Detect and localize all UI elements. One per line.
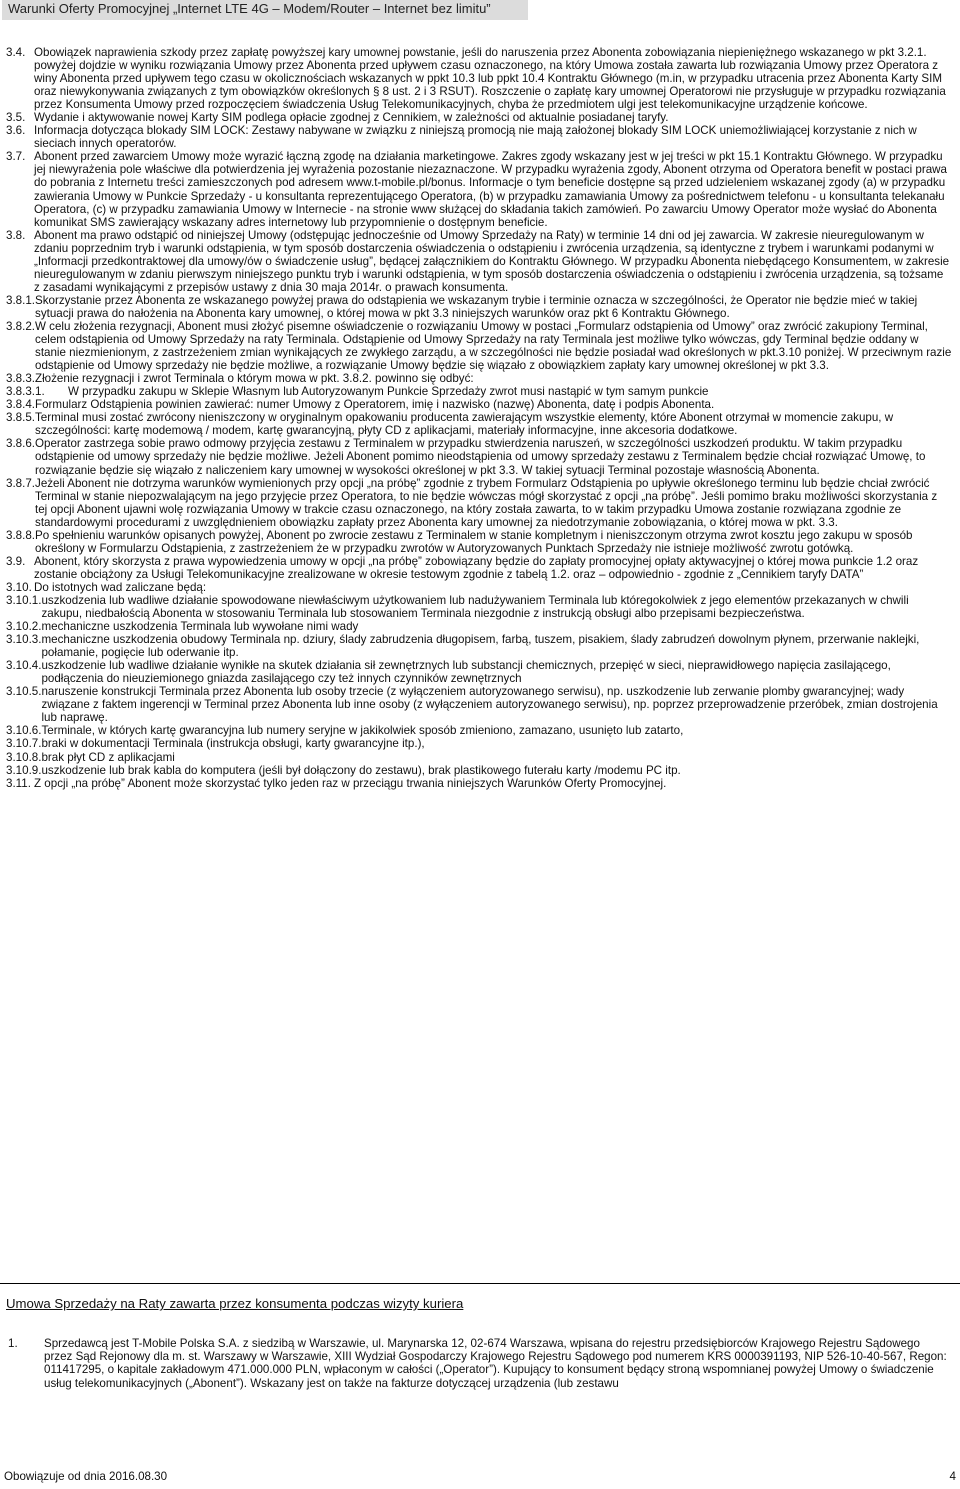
clause-number: 1. (8, 1337, 18, 1350)
clause-text: Złożenie rezygnacji i zwrot Terminala o którym mowa w pkt. 3.8.2. powinno się odbyć: (35, 372, 474, 386)
clause-text: W celu złożenia rezygnacji, Abonent musi złożyć pisemne oświadczenie o rozwiązaniu Umowy w postaci „Formularz odstąpienia od Umowy” oraz zwrócić zakupiony Terminal, celem odstąpienia od Umowy Sprzedaży na raty Terminala. Odstąpienie od Umowy Sprzedaży na raty Terminala jest możliwe tylko wówczas, gdy Terminal będzie oddany w stanie niezmienionym, z zastrzeżeniem zmian wynikających ze zwykłego zarządu, a w szczególności nie będzie posiadał wad określonych w pkt.3.10 poniżej. W przeciwnym razie odstąpienie od Umowy sprzedaży nie będzie możliwe, a rozwiązanie Umowy będzie się wiązało z obowiązkiem zapłaty kary umownej określonej w pkt 3.3. (35, 319, 952, 373)
clause-number: 3.6. (6, 124, 26, 138)
document-header (2, 0, 528, 20)
clause-3-8-2 (6, 320, 952, 372)
clause-number: 3.8.2. (6, 319, 36, 333)
clause-text: uszkodzenia lub wadliwe działanie spowodowane niewłaściwym użytkowaniem lub nadużywaniem Terminala lub któregokolwiek z jego elementów przekazanych w chwili zakupu, niedbałością Abonenta w stosowaniu Terminala lub stosowaniem Terminala niezgodnie z instrukcją obsługi albo przepisami bezpieczeństwa. (41, 593, 909, 621)
clause-text: braki w dokumentacji Terminala (instrukcja obsługi, karty gwarancyjne itp.), (41, 737, 425, 751)
clause-number: 3.4. (6, 46, 26, 59)
clause-3-6 (6, 124, 952, 150)
clause-text: Obowiązek naprawienia szkody przez zapłatę powyższej kary umownej powstanie, jeśli do naruszenia przez Abonenta zobowiązania niepieniężnego wskazanego w pkt 3.2.1. powyżej dojdzie w wyniku rozwiązania Umowy przez Abonenta przed upływem czasu oznaczonego, na który Umowa została zawarta lub rozwiązania Umowy przez Operatora z winy Abonenta przed upływem tego czasu w okolicznościach wskazanych w ppkt 10.3 lub ppkt 10.4 Kontraktu Głównego (m.in, w przypadku utracenia przez Abonenta Karty SIM oraz niewykonywania związanych z tym obowiązków określonych § 8 ust. 2 i 3 RSUT). Roszczenie o zapłatę kary umownej Operatorowi nie przysługuje w przypadku rozwiązania przez Konsumenta Umowy przed rozpoczęciem świadczenia Usług Telekomunikacyjnych, chyba że przedmiotem ulgi jest telekomunikacyjne urządzenie końcowe. (34, 46, 946, 112)
clause-3-10-4 (6, 659, 952, 685)
clause-number: 3.10.3. (6, 633, 42, 647)
clause-text: mechaniczne uszkodzenia obudowy Terminala np. dziury, ślady zabrudzenia długopisem, farbą, tuszem, pisakiem, ślady zabrudzeń dowolnym płynem, przerwanie naklejki, połamanie, pogięcie lub oderwanie itp. (41, 633, 920, 660)
clause-3-8-5 (6, 411, 952, 437)
clause-text: Terminal musi zostać zwrócony nieniszczony w oryginalnym opakowaniu producenta zawierającym wszystkie elementy, które Abonent otrzymał w momencie zakupu, w szczególności: kartę modemową / modem, kartę gwarancyjną, płyty CD z aplikacjami, materiały informacyjne, inne akcesoria dodatkowe. (35, 411, 894, 438)
clause-text: uszkodzenie lub wadliwe działanie wynikłe na skutek działania sił zewnętrznych lub substancji chemicznych, przepięć w sieci, nieprawidłowego napięcia zasilającego, podłączenia do nieuziemionego gniazda zasilającego czy też innych czynników zewnętrznych (41, 659, 891, 686)
clause-text: Operator zastrzega sobie prawo odmowy przyjęcia zestawu z Terminalem w przypadku stwierdzenia naruszeń, w szczególności uszkodzeń produktu. W takim przypadku odstąpienie od umowy sprzedaży nie będzie możliwe. Jeżeli Abonent pomimo nieodstąpienia od umowy sprzedaży zestawu z Terminalem będzie chciał rozwiązać Umowę, to rozwiązanie będzie się wiązało z naliczeniem kary umownej w wysokości określonej w pkt 3.3. W takiej sytuacji Terminal pozostaje własnością Abonenta. (35, 437, 926, 477)
clause-text: Terminale, w których kartę gwarancyjna lub numery seryjne w jakikolwiek sposób zmieniono, zamazano, usunięto lub zatarto, (41, 724, 684, 738)
clause-text: Wydanie i aktywowanie nowej Karty SIM podlega opłacie zgodnej z Cennikiem, w zależności od aktualnie posiadanej taryfy. (34, 111, 669, 125)
clause-text: naruszenie konstrukcji Terminala przez Abonenta lub osoby trzecie (z wyłączeniem autoryzowanego serwisu), np. uszkodzenie lub zerwanie plomby gwarancyjnej; wady związane z faktem ingerencji w Terminal przez Abonenta lub inne osoby (z wyłączeniem autoryzowanego serwisu), np. poprzez przeprowadzenie przeróbek, zmian dostrojenia lub naprawę. (41, 685, 938, 725)
clause-text: W przypadku zakupu w Sklepie Własnym lub Autoryzowanym Punkcie Sprzedaży zwrot musi nastąpić w tym samym punkcie (68, 385, 709, 399)
clause-text: brak płyt CD z aplikacjami (41, 750, 175, 764)
clause-number: 3.10.2. (6, 620, 42, 634)
clause-3-8-4 (6, 398, 952, 411)
clause-number: 3.10.7. (6, 737, 42, 751)
clause-number: 3.11. (6, 776, 31, 790)
clause-text: Abonent, który skorzysta z prawa wypowiedzenia umowy w opcji „na próbę” zobowiązany będzie do zapłaty promocyjnej opłaty aktywacyjnej o której mowa punkcie 1.2 oraz zostanie obciążony za Usługi Telekomunikacyjne zrealizowane w okresie testowym zgodnie z tabelą 1.2. oraz – odpowiednio - zgodnie z „Cennikiem taryfy DATA” (34, 554, 919, 581)
clause-text: Abonent przed zawarciem Umowy może wyrazić łączną zgodę na działania marketingowe. Zakres zgody wskazany jest w jej treści w pkt 15.1 Kontraktu Głównego. W przypadku jej niewyrażenia pole właściwe dla potwierdzenia jej wyrażenia pozostanie niezaznaczone. W przypadku wyrażenia zgody, Abonent otrzyma od Operatora benefit w postaci prawa do pobrania z Internetu treści zamieszczonych pod adresem www.t-mobile.pl/bonus. Informacje o tym beneficie dostępne są przed udzieleniem wskazanej zgody (a) w przypadku zawierania Umowy w Punkcie Sprzedaży - u konsultanta reprezentującego Operatora, (b) w przypadku zamawiania Umowy za pośrednictwem telefonu - u konsultanta telekanału Operatora, (c) w przypadku zamawiania Umowy w Internecie - na stronie www służącej do składania takich zamówień. Po zawarciu Umowy Operator może wysłać do Abonenta komunikat SMS zawierający wskazany adres internetowy lub przypomnienie o dostępnym beneficie. (34, 150, 947, 229)
clause-3-10-8 (6, 751, 952, 764)
clause-number: 3.10. (6, 580, 32, 594)
footer-page-number: 4 (949, 1470, 956, 1483)
clause-3-10 (6, 581, 952, 594)
clause-text: uszkodzenie lub brak kabla do komputera (jeśli był dołączony do zestawu), brak plastikowego futerału karty /modemu PC itp. (41, 763, 681, 777)
clause-number: 3.10.9. (6, 763, 42, 777)
clause-number: 3.8.7. (6, 476, 36, 490)
clause-3-11 (6, 777, 952, 790)
clause-text: Z opcji „na próbę” Abonent może skorzystać tylko jeden raz w przeciągu trwania niniejszych Warunków Oferty Promocyjnej. (34, 776, 667, 790)
clause-text: Po spełnieniu warunków opisanych powyżej, Abonent po zwrocie zestawu z Terminalem w stanie kompletnym i nieniszczonym otrzyma zwrot kosztu jego zakupu w sposób określony w Formularzu Odstąpienia, z zastrzeżeniem że w przypadku zwrotów w Autoryzowanych Punktach Sprzedaży nie istnieje możliwość zwrotu gotówką. (35, 528, 913, 555)
clause-3-10-5 (6, 685, 952, 724)
section-divider (0, 1283, 960, 1284)
clause-number: 3.8.5. (6, 411, 36, 425)
clause-text: Do istotnych wad zaliczane będą: (34, 580, 207, 594)
clause-number: 3.5. (6, 111, 26, 125)
clause-3-4 (6, 46, 952, 111)
clause-text: Skorzystanie przez Abonenta ze wskazanego powyżej prawa do odstąpienia we wskazanym trybie i terminie oznacza w szczególności, że Operator nie będzie mieć w takiej sytuacji prawa do nałożenia na Abonenta kary umownej, o której mowa w pkt 3.3 niniejszych warunków oraz pkt 6 Kontraktu Głównego. (35, 293, 918, 320)
clause-number: 3.10.5. (6, 685, 42, 699)
clause-number: 3.10.6. (6, 724, 42, 738)
clause-number: 3.10.1. (6, 593, 42, 607)
section-title: Umowa Sprzedaży na Raty zawarta przez konsumenta podczas wizyty kuriera (6, 1296, 464, 1311)
clause-number: 3.7. (6, 150, 26, 164)
clause-text: Sprzedawcą jest T-Mobile Polska S.A. z siedzibą w Warszawie, ul. Marynarska 12, 02-674 Warszawa, wpisana do rejestru przedsiębiorców Krajowego Rejestru Sądowego przez Sąd Rejonowy dla m. st. Warszawy w Warszawie, XIII Wydział Gospodarczy Krajowego Rejestru Sądowego pod numerem KRS 0000391193, NIP 526-10-40-567, Regon: 011417295, o kapitale zakładowym 471.000.000 PLN, wpłaconym w całości („Operator”). Kupujący to konsument będący stroną wspomnianej powyżej Umowy o świadczenie usług telekomunikacyjnych („Abonent”). Wskazany jest on także na fakturze dotyczącej urządzenia (lub zestawu (44, 1337, 947, 1390)
section-clause-1 (8, 1337, 948, 1390)
clause-3-9 (6, 555, 952, 581)
clause-text: mechaniczne uszkodzenia Terminala lub wywołane nimi wady (41, 620, 359, 634)
clause-3-7 (6, 150, 952, 228)
clause-text: Abonent ma prawo odstąpić od niniejszej Umowy (odstępując jednocześnie od Umowy Sprzedaży na Raty) w terminie 14 dni od jej zawarcia. W zakresie nieuregulowanym w zdaniu poprzednim tryb i warunki odstąpienia, w tym sposób dostarczenia oświadczenia o odstąpieniu i zwrócenia urządzenia, są identyczne z trybem i warunkami podanymi w „Informacji przedkontraktowej dla umowy/ów o świadczenie usług”, będącej załącznikiem do Kontraktu Głównego. W przypadku Abonenta niebędącego Konsumentem, w zakresie nieuregulowanym w zdaniu pierwszym niniejszego punktu tryb i warunki odstąpienia, w tym sposób dostarczenia oświadczenia o odstąpieniu i zwrócenia urządzenia, są tożsame z zasadami wynikającymi z przepisów ustawy z dnia 30 maja 2014r. o prawach konsumenta. (34, 228, 950, 294)
clause-number: 3.8.3. (6, 372, 36, 386)
clause-3-10-9 (6, 764, 952, 777)
clause-number: 3.9. (6, 554, 26, 568)
header-title: Warunki Oferty Promocyjnej „Internet LTE 4G – Modem/Router – Internet bez limitu” (8, 1, 491, 16)
clause-number: 3.8. (6, 228, 26, 242)
clause-3-8-6 (6, 437, 952, 476)
clause-number: 3.8.8. (6, 528, 36, 542)
clause-3-8-3 (6, 372, 952, 385)
clause-3-10-2 (6, 620, 952, 633)
footer-effective-date: Obowiązuje od dnia 2016.08.30 (4, 1470, 168, 1483)
clause-3-8-7 (6, 477, 952, 529)
clause-3-10-7 (6, 737, 952, 750)
clause-3-5 (6, 111, 952, 124)
clause-number: 3.8.3.1. (6, 385, 45, 399)
clause-text: Jeżeli Abonent nie dotrzyma warunków wymienionych przy opcji „na próbę” zgodnie z trybem Formularz Odstąpienia po upływie określonego terminu lub będzie chciał zwrócić Terminal w stanie niepozwalającym na jego przyjęcie przez Operatora, to nie będzie wówczas mógł skorzystać z opcji „na próbę”. Jeśli pomimo braku możliwości skorzystania z tej opcji Abonent ujawni wolę rozwiązania Umowy w trakcie czasu oznaczonego, na który została zawarta, to w takim przypadku Umowa zostanie rozwiązana zgodnie ze standardowymi procedurami z uwzględnieniem obowiązku zapłaty przez Abonenta kary umownej za niedotrzymanie zobowiązania, o której mowa w pkt. 3.3. (35, 476, 938, 529)
clause-3-10-3 (6, 633, 952, 659)
clause-text: Informacja dotycząca blokady SIM LOCK: Zestawy nabywane w związku z niniejszą promocją nie mają założonej blokady SIM LOCK uniemożliwiającej korzystanie z nich w sieciach innych operatorów. (34, 124, 917, 151)
clause-number: 3.8.4. (6, 398, 36, 412)
clause-number: 3.10.8. (6, 750, 42, 764)
clause-3-8 (6, 229, 952, 294)
clause-3-8-3-1 (6, 385, 952, 398)
clause-number: 3.8.1. (6, 293, 36, 307)
clause-3-8-8 (6, 529, 952, 555)
document-body (6, 46, 952, 790)
clause-number: 3.8.6. (6, 437, 36, 451)
clause-text: Formularz Odstąpienia powinien zawierać: numer Umowy z Operatorem, imię i nazwisko (nazwę) Abonenta, datę i podpis Abonenta. (35, 398, 715, 412)
clause-3-10-6 (6, 724, 952, 737)
clause-3-10-1 (6, 594, 952, 620)
clause-3-8-1 (6, 294, 952, 320)
clause-number: 3.10.4. (6, 659, 42, 673)
